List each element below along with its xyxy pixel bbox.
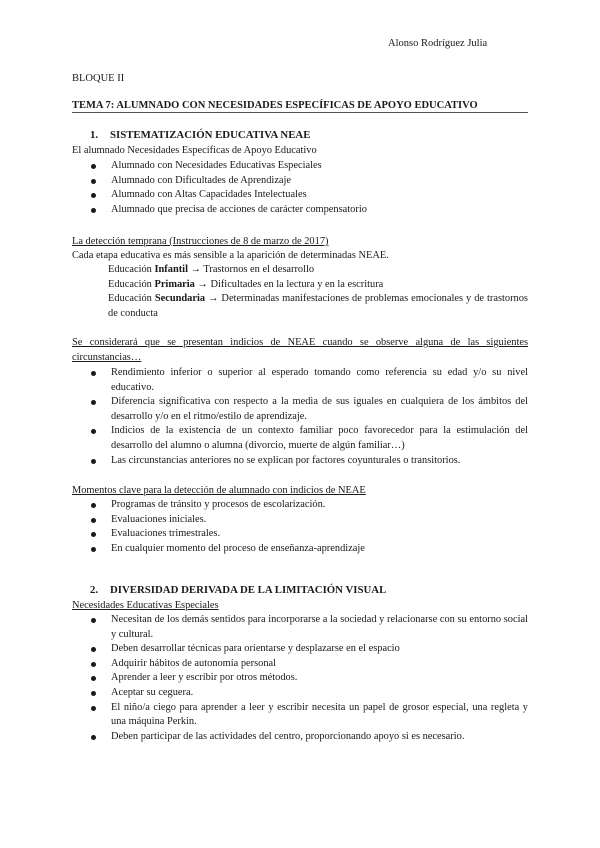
list-item: Aceptar su ceguera. (88, 686, 528, 701)
list-item: Alumnado que precisa de acciones de carácter compensatorio (88, 203, 528, 218)
stage-secundaria: Educación Secundaria → Determinadas manifestaciones de problemas emocionales y de trastornos de conducta (108, 293, 528, 319)
indicios-title: Se considerará que se presentan indicios de NEAE cuando se observe alguna de las siguientes circunstancias… (72, 337, 528, 363)
section-1-heading (90, 128, 310, 143)
list-item: Evaluaciones iniciales. (88, 513, 528, 528)
stage-primaria: Educación Primaria → Dificultades en la lectura y en la escritura (108, 279, 384, 290)
section-2-subtitle: Necesidades Educativas Especiales (72, 600, 219, 611)
list-item: Necesitan de los demás sentidos para incorporarse a la sociedad y relacionarse con su entorno social y cultural. (88, 613, 528, 642)
list-item: Deben desarrollar técnicas para orientarse y desplazarse en el espacio (88, 642, 528, 657)
list-item: Aprender a leer y escribir por otros métodos. (88, 671, 528, 686)
block-label: BLOQUE II (72, 73, 125, 84)
deteccion-title: La detección temprana (Instrucciones de 8 de marzo de 2017) (72, 236, 329, 247)
section-1-title: SISTEMATIZACIÓN EDUCATIVA NEAE (110, 129, 311, 141)
list-item: Indicios de la existencia de un contexto familiar poco favorecedor para la estimulación del desarrollo del alumno o alumna (divorcio, muerte de algún familiar…) (88, 424, 528, 453)
list-item: Alumnado con Necesidades Educativas Especiales (88, 159, 528, 174)
momentos-title: Momentos clave para la detección de alumnado con indicios de NEAE (72, 485, 366, 496)
section-1-number: 1. (90, 129, 99, 141)
author-name: Alonso Rodríguez Julia (388, 38, 488, 49)
list-item: Alumnado con Altas Capacidades Intelectuales (88, 188, 528, 203)
list-item: Las circunstancias anteriores no se explican por factores coyunturales o transitorios. (88, 454, 528, 469)
list-item: Rendimiento inferior o superior al esperado tomando como referencia su edad y/o su nivel educativo. (88, 366, 528, 395)
momentos-list (88, 498, 528, 556)
indicios-list (88, 366, 528, 468)
topic-title: TEMA 7: ALUMNADO CON NECESIDADES ESPECÍFICAS DE APOYO EDUCATIVO (72, 100, 478, 111)
stage-infantil: Educación Infantil → Trastornos en el desarrollo (108, 264, 315, 275)
list-item: Programas de tránsito y procesos de escolarización. (88, 498, 528, 513)
section-2-title: DIVERSIDAD DERIVADA DE LA LIMITACIÓN VISUAL (110, 584, 387, 596)
list-item: Evaluaciones trimestrales. (88, 527, 528, 542)
list-item: Alumnado con Dificultades de Aprendizaje (88, 174, 528, 189)
section-1-intro: El alumnado Necesidades Específicas de Apoyo Educativo (72, 145, 317, 156)
list-item: Deben participar de las actividades del centro, proporcionando apoyo si es necesario. (88, 730, 528, 745)
list-item: El niño/a ciego para aprender a leer y escribir necesita un papel de grosor especial, una regleta y una máquina Perkin. (88, 701, 528, 730)
deteccion-intro: Cada etapa educativa es más sensible a la aparición de determinadas NEAE. (72, 250, 389, 261)
title-divider (72, 112, 528, 113)
section-2-heading (90, 583, 386, 598)
list-item: Adquirir hábitos de autonomía personal (88, 657, 528, 672)
neae-types-list (88, 159, 528, 217)
list-item: En cualquier momento del proceso de enseñanza-aprendizaje (88, 542, 528, 557)
list-item: Diferencia significativa con respecto a la media de sus iguales en cualquiera de los ámbitos del desarrollo y/o en el ritmo/estilo de aprendizaje. (88, 395, 528, 424)
section-2-number: 2. (90, 584, 99, 596)
visual-needs-list (88, 613, 528, 744)
